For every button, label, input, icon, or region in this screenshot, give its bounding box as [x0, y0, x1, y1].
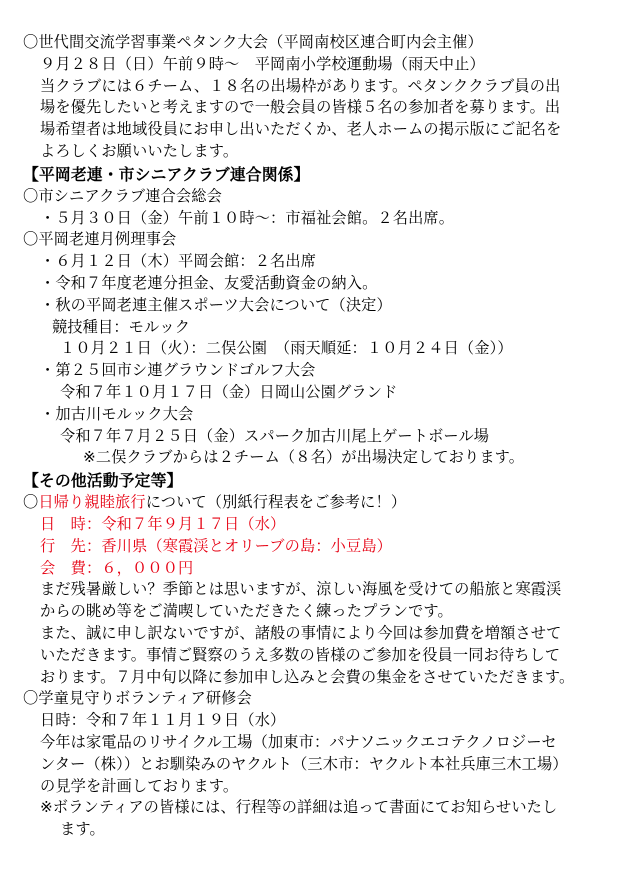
- sports-event-type: 競技種目：モルック: [52, 317, 191, 336]
- molkky-title: ・加古川モルック大会: [40, 404, 194, 423]
- heading-senior-club-federation: 【平岡老連・市シニアクラブ連合関係】: [23, 164, 310, 184]
- day-trip-body-line: からの眺め等をご満喫していただきたく練ったプランです。: [40, 602, 453, 621]
- petanque-body-line: 当クラブには６チーム、１８名の出場枠があります。ペタンククラブ員の出: [40, 76, 561, 95]
- day-trip-destination: 行 先：香川県（寒霞渓とオリーブの島：小豆島）: [40, 536, 393, 555]
- section-title-board-meeting: 〇平岡老連月例理事会: [23, 230, 177, 249]
- day-trip-body-line: また、誠に申し訳ないですが、諸般の事情により今回は参加費を増額させて: [40, 623, 562, 642]
- general-meeting-item: ・５月３０日（金）午前１０時～：市福祉会館。２名出席。: [40, 208, 455, 227]
- sports-event-date: １０月２１日（火）：二俣公園 （雨天順延：１０月２４日（金））: [60, 339, 513, 358]
- board-meeting-item: ・秋の平岡老連主催スポーツ大会について（決定）: [40, 295, 392, 314]
- day-trip-body-line: まだ残暑厳しい？季節とは思いますが、涼しい海風を受けての船旅と寒霞渓: [40, 580, 562, 599]
- volunteer-training-body-line: の見学を計画しております。: [40, 776, 239, 795]
- section-title-volunteer-training: 〇学童見守りボランティア研修会: [23, 689, 252, 708]
- volunteer-training-date: 日時：令和７年１１月１９日（水）: [40, 711, 286, 730]
- volunteer-training-note-cont: ます。: [60, 820, 105, 839]
- day-trip-date: 日 時：令和７年９月１７日（水）: [40, 514, 286, 533]
- section-mark: 〇: [23, 493, 39, 512]
- day-trip-body-line: いただきます。事情ご賢察のうえ多数の皆様のご参加を役員一同お待ちして: [40, 645, 561, 664]
- day-trip-title-rest: について（別紙行程表をご参考に！）: [145, 493, 407, 512]
- section-title-general-meeting: 〇市シニアクラブ連合会総会: [23, 186, 222, 205]
- petanque-body-line: 場を優先したいと考えますので一般会員の皆様５名の参加者を募ります。出: [40, 98, 561, 117]
- board-meeting-item: ・６月１２日（木）平岡会館：２名出席: [40, 252, 317, 271]
- ground-golf-title: ・第２５回市シ連グラウンドゴルフ大会: [40, 361, 316, 380]
- board-meeting-item: ・令和７年度老連分担金、友愛活動資金の納入。: [40, 273, 378, 292]
- petanque-body-line: 場希望者は地域役員にお申し出いただくか、老人ホームの掲示版にご記名を: [40, 120, 562, 139]
- petanque-when: ９月２８日（日）午前９時～ 平岡南小学校運動場（雨天中止）: [40, 54, 485, 73]
- volunteer-training-body-line: ンター（株））とお馴染みのヤクルト（三木市：ヤクルト本社兵庫三木工場）: [40, 754, 568, 773]
- day-trip-fee: 会 費：６，０００円: [40, 558, 194, 577]
- petanque-body-line: よろしくお願いいたします。: [40, 141, 239, 160]
- heading-other-activities: 【その他活動予定等】: [23, 471, 183, 491]
- molkky-note: ※二俣クラブからは２チーム（８名）が出場決定しております。: [83, 448, 525, 467]
- section-title-petanque: 〇世代間交流学習事業ペタンク大会（平岡南校区連合町内会主催）: [23, 33, 483, 51]
- section-title-day-trip: [0, 492, 633, 514]
- molkky-date: 令和７年７月２５日（金）スパーク加古川尾上ゲートボール場: [60, 426, 490, 445]
- newsletter-page: [0, 32, 633, 841]
- volunteer-training-body-line: 今年は家電品のリサイクル工場（加東市：パナソニックエコテクノロジーセ: [40, 732, 557, 751]
- volunteer-training-note: ※ボランティアの皆様には、行程等の詳細は追って書面にてお知らせいたし: [40, 798, 558, 817]
- day-trip-body-line: おります。７月中旬以降に参加申し込みと会費の集金をさせていただきます。: [40, 667, 575, 686]
- day-trip-title-highlight: 日帰り親睦旅行: [38, 493, 146, 512]
- ground-golf-date: 令和７年１０月１７日（金）日岡山公園グランド: [60, 382, 398, 401]
